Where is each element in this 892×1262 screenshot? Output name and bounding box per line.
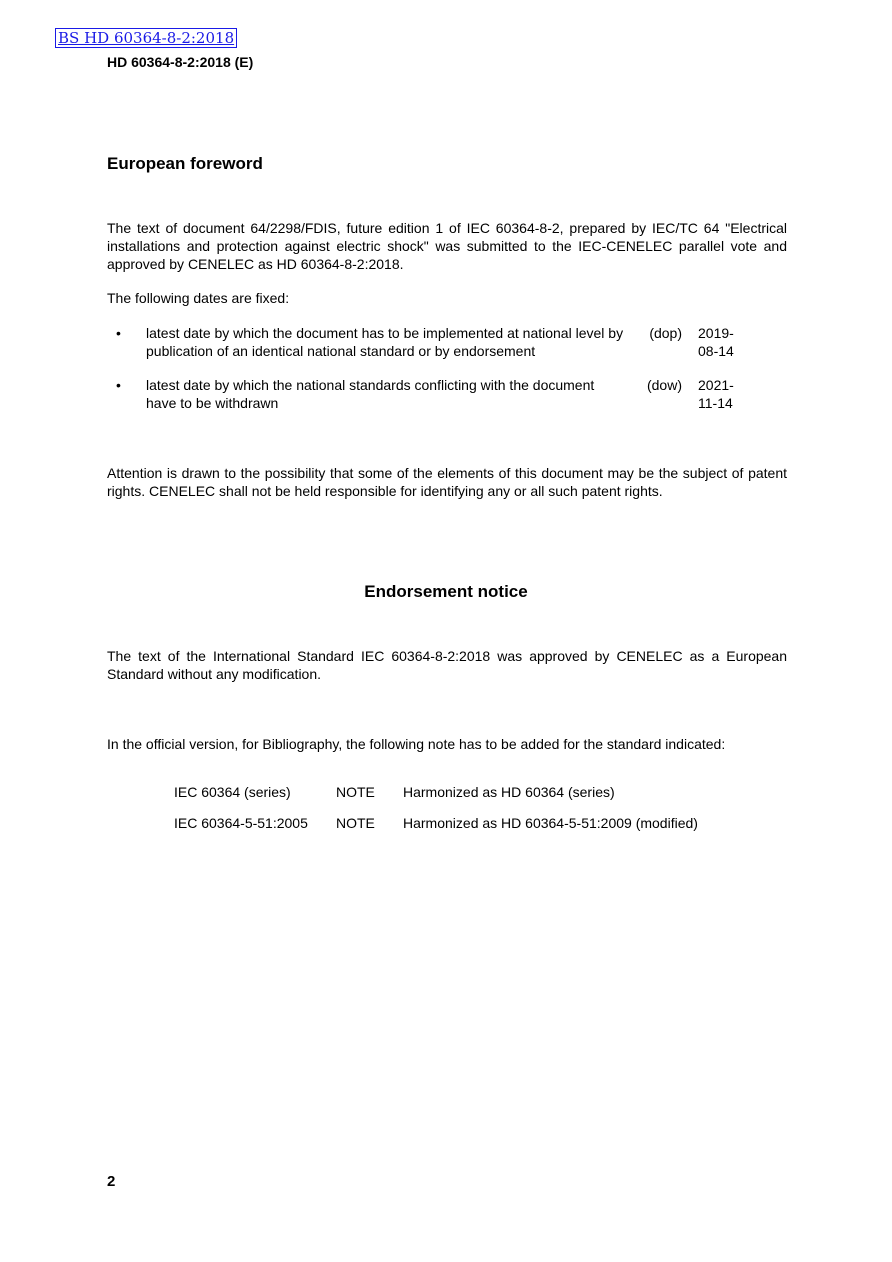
note-text: Harmonized as HD 60364-5-51:2009 (modified) [403,815,698,831]
bullet-marker: • [116,377,121,393]
foreword-intro: The text of document 64/2298/FDIS, future edition 1 of IEC 60364-8-2, prepared by IEC/TC 64 "Electrical installations and protection against electric shock" was submitted to the IEC-CENELEC parallel vote and approved by CENELEC as HD 60364-8-2:2018. [107,220,787,272]
bullet-marker: • [116,325,121,341]
note-label: NOTE [336,784,375,800]
date-item-date: 2021-11-14 [698,377,734,411]
date-item-text: latest date by which the document has to be implemented at national level by publication of an identical national standard or by endorsement [146,325,624,359]
bs-reference-link[interactable]: BS HD 60364-8-2:2018 [55,28,237,48]
note-reference: IEC 60364-5-51:2005 [174,815,308,831]
page-number: 2 [107,1173,116,1190]
note-reference: IEC 60364 (series) [174,784,291,800]
patent-attention: Attention is drawn to the possibility that some of the elements of this document may be the subject of patent rights. CENELEC shall not be held responsible for identifying any or all such patent rights. [107,465,787,499]
date-item-date: 2019-08-14 [698,325,734,359]
document-header: HD 60364-8-2:2018 (E) [107,54,254,70]
endorsement-text: The text of the International Standard IEC 60364-8-2:2018 was approved by CENELEC as a European Standard without any modification. [107,648,787,682]
note-label: NOTE [336,815,375,831]
date-item-code: (dow) [646,377,682,393]
note-text: Harmonized as HD 60364 (series) [403,784,615,800]
date-item-text: latest date by which the national standards conflicting with the document have to be withdrawn [146,377,595,411]
foreword-title: European foreword [107,154,263,173]
date-item-code: (dop) [649,325,682,341]
endorsement-title: Endorsement notice [364,582,528,601]
bibliography-intro: In the official version, for Bibliography, the following note has to be added for the standard indicated: [107,736,726,752]
dates-intro: The following dates are fixed: [107,290,290,306]
